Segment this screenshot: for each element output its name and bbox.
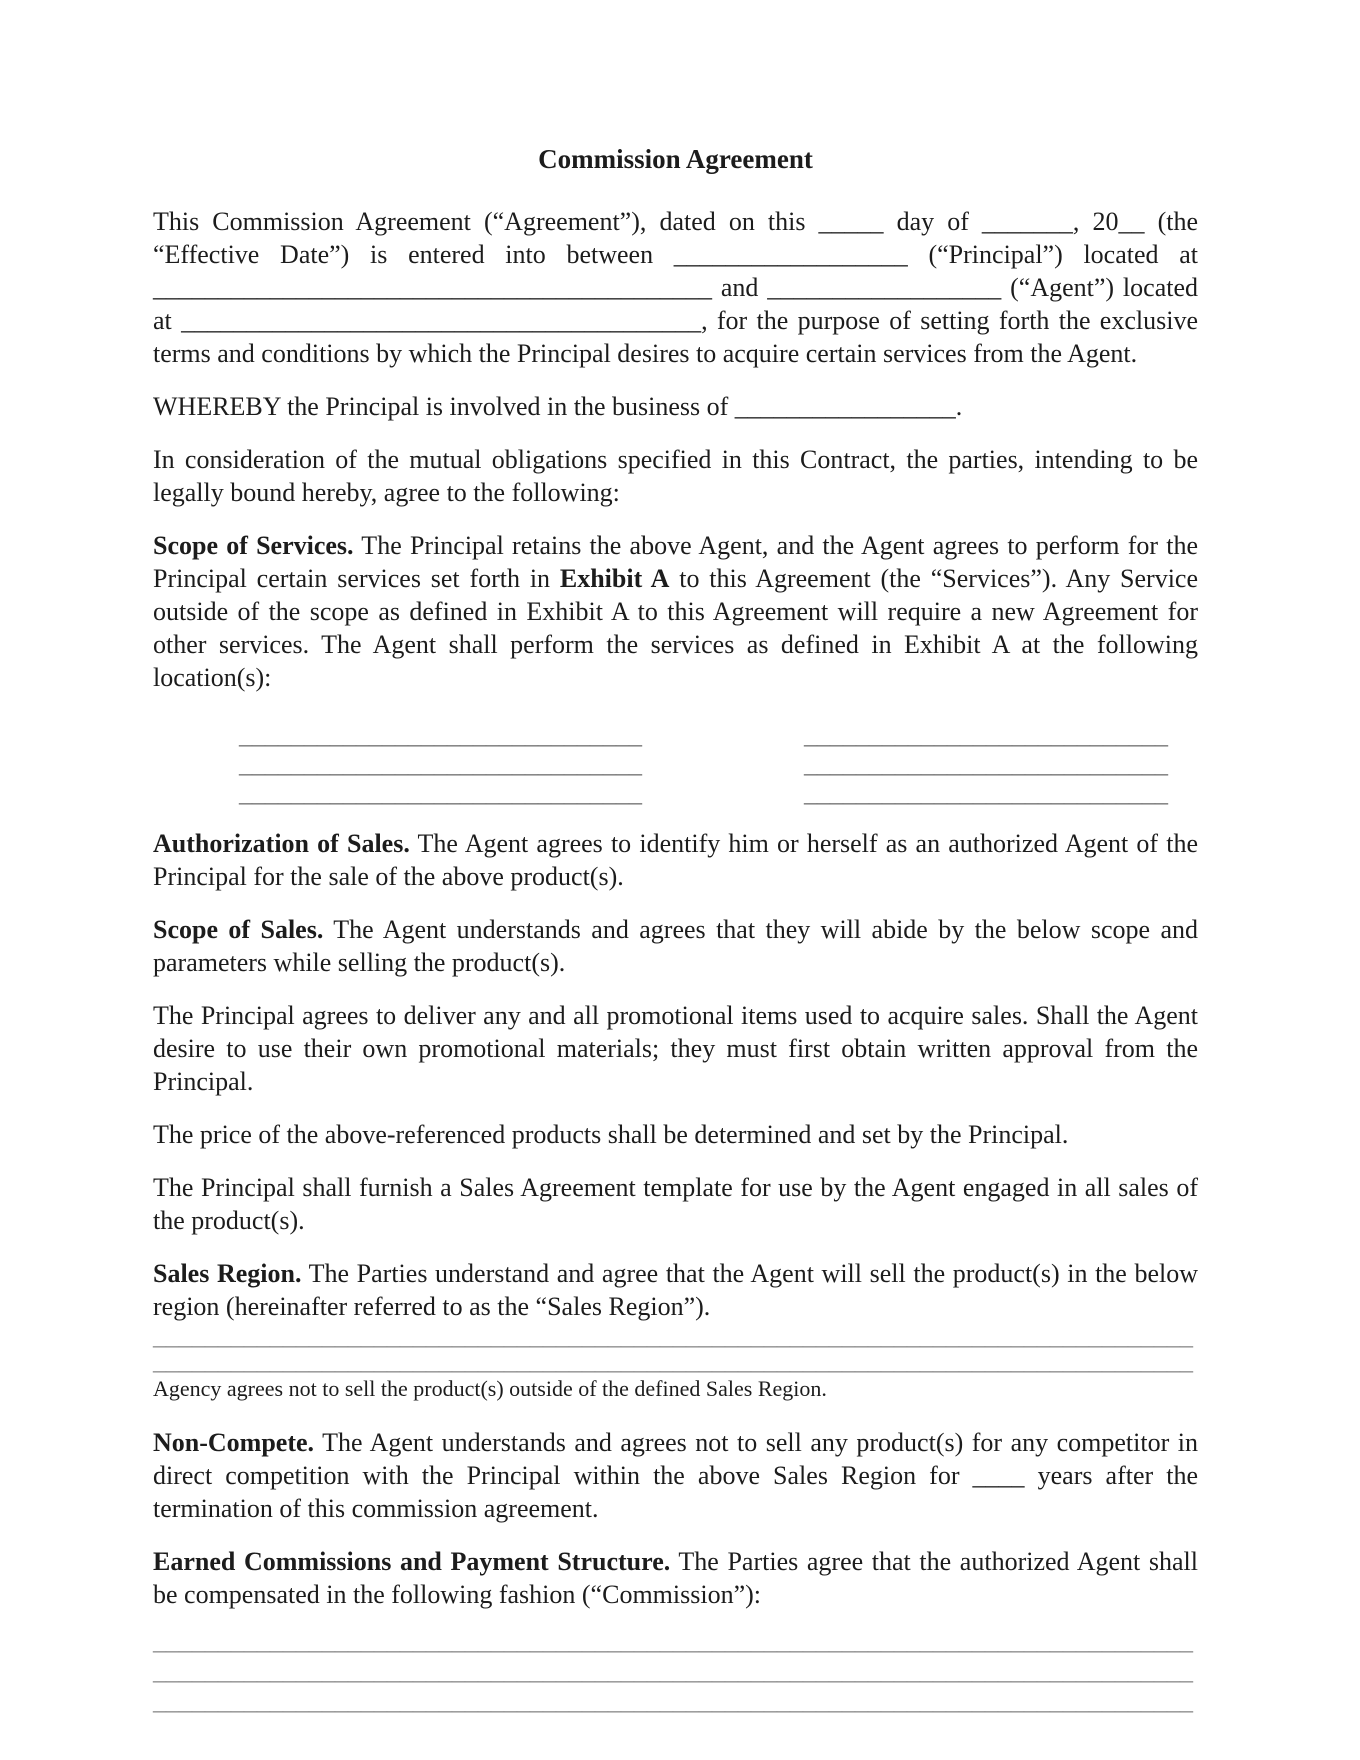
service-locations-blanks xyxy=(153,714,1198,807)
scope-of-services-heading: Scope of Services. xyxy=(153,531,354,560)
location-blank: ____________________________ xyxy=(804,749,1168,778)
location-blank: _______________________________ xyxy=(239,720,642,749)
earned-commissions-text: The Parties agree that the authorized Agent shall be compensated in the following fashion (“Commission”): xyxy=(153,1547,1199,1609)
sales-agreement-template-paragraph: The Principal shall furnish a Sales Agreement template for use by the Agent engaged in all sales of the product(s). xyxy=(153,1173,1198,1235)
region-blank-line: ________________________________________________________________________________ xyxy=(153,1346,1193,1375)
sales-region-blanks xyxy=(153,1323,1198,1373)
earned-commissions-paragraph xyxy=(153,1545,1198,1611)
price-paragraph: The price of the above-referenced products shall be determined and set by the Principal. xyxy=(153,1120,1069,1149)
scope-of-services-paragraph xyxy=(153,529,1198,694)
non-compete-heading: Non-Compete. xyxy=(153,1428,315,1457)
exhibit-a-reference: Exhibit A xyxy=(559,564,670,593)
authorization-of-sales-text: The Agent agrees to identify him or herself as an authorized Agent of the Principal for the sale of the above product(s). xyxy=(153,829,1199,891)
agency-note: Agency agrees not to sell the product(s) outside of the defined Sales Region. xyxy=(153,1376,827,1401)
scope-of-sales-heading: Scope of Sales. xyxy=(153,915,324,944)
document-title: Commission Agreement xyxy=(538,144,813,174)
location-blank: ____________________________ xyxy=(804,720,1168,749)
non-compete-paragraph xyxy=(153,1426,1198,1525)
consideration-paragraph: In consideration of the mutual obligations specified in this Contract, the parties, intending to be legally bound hereby, agree to the following: xyxy=(153,445,1198,507)
authorization-of-sales-paragraph xyxy=(153,827,1198,893)
commission-blank-line: ________________________________________________________________________________ xyxy=(153,1656,1193,1685)
promotional-items-paragraph: The Principal agrees to deliver any and all promotional items used to acquire sales. Shall the Agent desire to use their own promotional materials; they must first obtain written approval from the Principal. xyxy=(153,1001,1198,1096)
sales-region-heading: Sales Region. xyxy=(153,1259,302,1288)
earned-commissions-heading: Earned Commissions and Payment Structure. xyxy=(153,1547,671,1576)
scope-of-sales-text: The Agent understands and agrees that they will abide by the below scope and parameters while selling the product(s). xyxy=(153,915,1198,977)
service-locations-right-column xyxy=(804,720,1168,807)
scope-of-services-text-1: The Principal retains the above Agent, and the Agent agrees to perform for the Principal certain services set forth in xyxy=(153,531,1199,593)
authorization-of-sales-heading: Authorization of Sales. xyxy=(153,829,410,858)
whereby-paragraph: WHEREBY the Principal is involved in the business of _________________. xyxy=(153,392,963,421)
commission-blanks xyxy=(153,1626,1198,1716)
scope-of-services-text-2: to this Agreement (the “Services”). Any Service outside of the scope as defined in Exhibit A to this Agreement will require a new Agreement for other services. The Agent shall perform the services as defined in Exhibit A at the following location(s): xyxy=(153,564,1199,692)
location-blank: ____________________________ xyxy=(804,778,1168,807)
scope-of-sales-paragraph xyxy=(153,913,1198,979)
region-blank-line: ________________________________________________________________________________ xyxy=(153,1321,1193,1350)
commission-blank-line: ________________________________________________________________________________ xyxy=(153,1626,1193,1655)
location-blank: _______________________________ xyxy=(239,749,642,778)
intro-paragraph: This Commission Agreement (“Agreement”), dated on this _____ day of _______, 20__ (the “Effective Date”) is entered into between __________________ (“Principal”) located at ___________________________________________ and __________________ (“Agent”) located at ________________________________________, for the purpose of setting forth the exclusive terms and conditions by which the Principal desires to acquire certain services from the Agent. xyxy=(153,207,1198,368)
commission-blank-line: ________________________________________________________________________________ xyxy=(153,1686,1193,1715)
location-blank: _______________________________ xyxy=(239,778,642,807)
sales-region-paragraph xyxy=(153,1257,1198,1323)
sales-region-text: The Parties understand and agree that the Agent will sell the product(s) in the below region (hereinafter referred to as the “Sales Region”). xyxy=(153,1259,1198,1321)
non-compete-text: The Agent understands and agrees not to sell any product(s) for any competitor in direct competition with the Principal within the above Sales Region for ____ years after the termination of this commission agreement. xyxy=(153,1428,1198,1523)
service-locations-left-column xyxy=(239,720,642,807)
